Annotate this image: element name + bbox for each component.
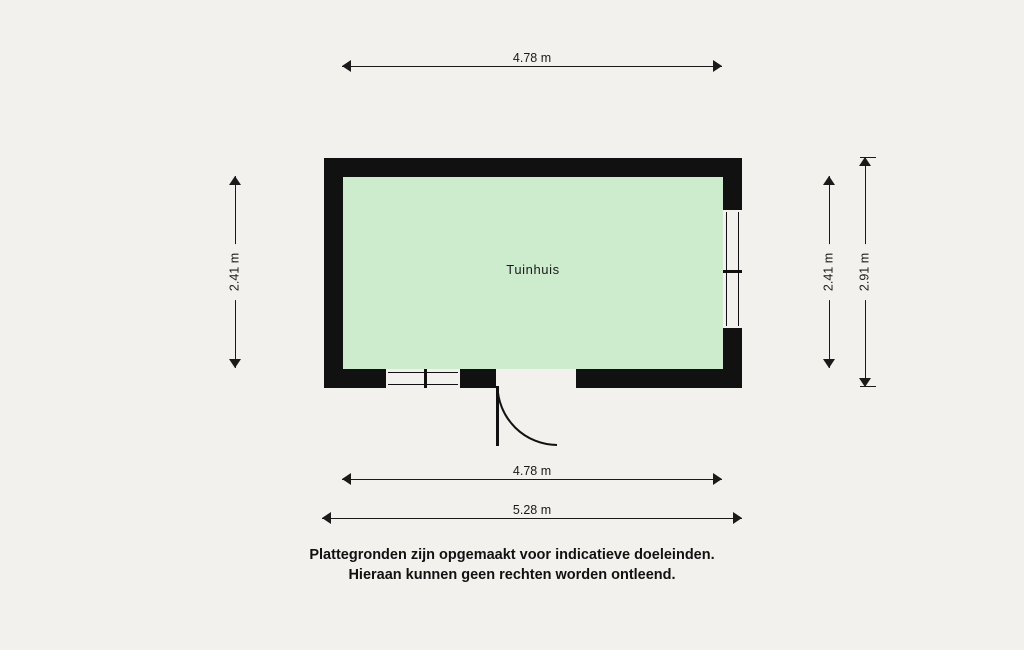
dimension-line — [342, 66, 722, 67]
extension-tick — [860, 157, 876, 158]
dimension-label: 2.41 m — [228, 244, 243, 300]
dimension-top-width — [342, 51, 722, 81]
door-swing-arc — [496, 386, 576, 446]
dimension-label: 2.91 m — [858, 244, 873, 300]
dimension-line — [322, 518, 742, 519]
dimension-left-height — [220, 176, 250, 368]
dimension-right-outer-height — [850, 157, 880, 387]
arrow-up-icon — [229, 176, 241, 185]
disclaimer-line-1: Plattegronden zijn opgemaakt voor indicatieve doeleinden. — [309, 547, 715, 563]
extension-tick — [860, 386, 876, 387]
window-bottom-wall — [384, 369, 462, 388]
dimension-bottom-inner-width — [342, 464, 722, 494]
disclaimer-line-2: Hieraan kunnen geen rechten worden ontleend. — [348, 567, 676, 583]
dimension-label: 5.28 m — [322, 503, 742, 518]
arrow-up-icon — [823, 176, 835, 185]
dimension-right-inner-height — [814, 176, 844, 368]
window-mullion — [424, 369, 427, 388]
window-right-wall — [723, 208, 742, 330]
dimension-bottom-outer-width — [322, 503, 742, 533]
plan-drawing — [324, 158, 742, 388]
arrow-down-icon — [229, 359, 241, 368]
disclaimer-text — [0, 545, 1024, 585]
arrow-down-icon — [823, 359, 835, 368]
dimension-label: 4.78 m — [342, 51, 722, 66]
dimension-line — [342, 479, 722, 480]
room-label-tuinhuis: Tuinhuis — [506, 262, 560, 277]
window-mullion — [723, 270, 742, 273]
dimension-label: 2.41 m — [822, 244, 837, 300]
dimension-label: 4.78 m — [342, 464, 722, 479]
